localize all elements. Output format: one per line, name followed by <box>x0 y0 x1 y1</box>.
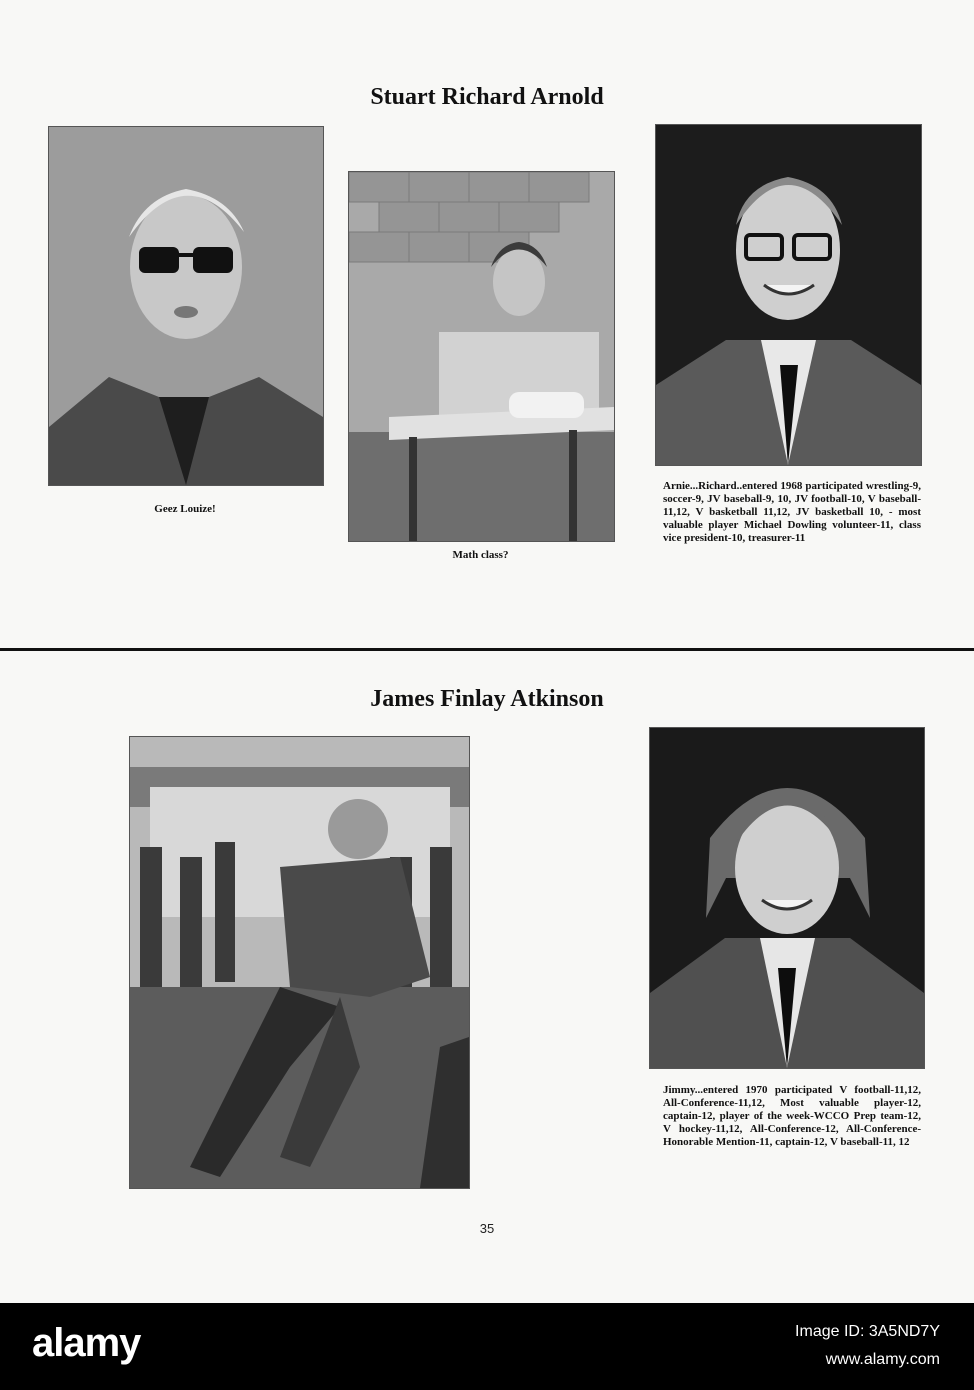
watermark-footer <box>0 1303 974 1390</box>
section-title-stuart: Stuart Richard Arnold <box>370 84 604 110</box>
footer-url: www.alamy.com <box>825 1351 940 1368</box>
image-id-label: Image ID: 3A5ND7Y <box>795 1323 940 1340</box>
section-title-james: James Finlay Atkinson <box>370 686 604 712</box>
page-number: 35 <box>479 1221 495 1236</box>
caption-geez-louize: Geez Louize! <box>154 503 216 515</box>
caption-math-class: Math class? <box>452 549 509 561</box>
section-divider <box>0 648 974 651</box>
bio-stuart: Arnie...Richard..entered 1968 participated wrestling-9, soccer-9, JV baseball-9, 10, JV football-10, V baseball-11,12, V basketball 11,12, JV basketball 10, - most valuable player Michael Dowling volunteer-11, class vice president-10, treasurer-11 <box>663 480 921 544</box>
photo-portrait-james <box>649 727 925 1069</box>
bio-james: Jimmy...entered 1970 participated V football-11,12, All-Conference-11,12, Most valuable player-12, captain-12, player of the week-WCCO Prep team-12, V hockey-11,12, All-Conference-12, All-Conference-Honorable Mention-11, captain-12, V baseball-11, 12 <box>663 1084 921 1148</box>
photo-math-class <box>348 171 615 542</box>
photo-portrait-stuart <box>655 124 922 466</box>
brand-logo: alamy <box>32 1321 141 1365</box>
photo-football <box>129 736 470 1189</box>
photo-sunglasses <box>48 126 324 486</box>
